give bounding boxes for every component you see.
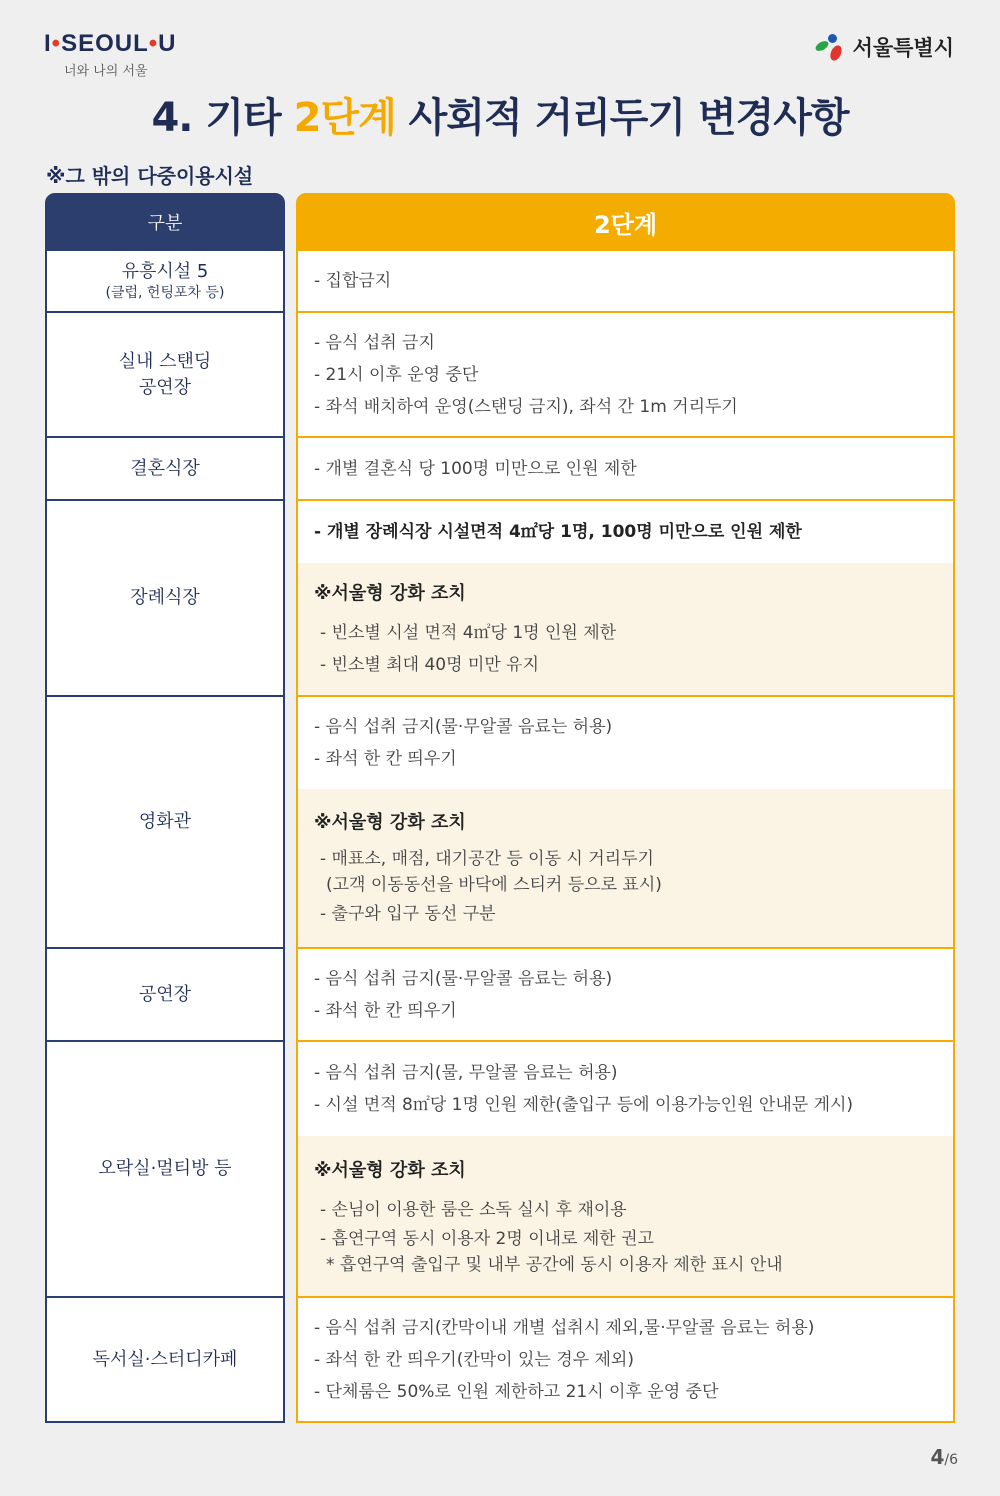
rule-cell: [296, 251, 955, 313]
rule-line: - 음식 섭취 금지(물·무알콜 음료는 허용): [314, 717, 613, 737]
rule-line: - 단체룸은 50%로 인원 제한하고 21시 이후 운영 중단: [314, 1381, 719, 1402]
rule-line: - 21시 이후 운영 중단: [314, 364, 479, 385]
rule-line: - 시설 면적 8㎡당 1명 인원 제한(출입구 등에 이용가능인원 안내문 게시): [314, 1095, 854, 1115]
rule-cell: [296, 697, 955, 949]
measure-line: - 빈소별 시설 면적 4㎡당 1명 인원 제한: [320, 623, 617, 643]
category-cell: [45, 313, 285, 438]
page-number: [930, 1445, 958, 1469]
seoul-measure-box: [298, 1136, 953, 1296]
seoul-emblem-icon: [815, 32, 849, 62]
rule-cell: [296, 949, 955, 1042]
category-header: 구분: [45, 193, 285, 251]
measure-line: - 손님이 이용한 룸은 소독 실시 후 재이용: [320, 1200, 627, 1220]
measure-line: - 출구와 입구 동선 구분: [320, 904, 496, 924]
category-label: 독서실·스터디카페: [92, 1348, 238, 1370]
rule-cell: [296, 1042, 955, 1298]
i-seoul-u-logo: I•SEOUL•U 너와 나의 서울: [44, 30, 177, 79]
category-cell: [45, 251, 285, 313]
logo-slogan: 너와 나의 서울: [64, 64, 148, 79]
rule-line: - 집합금지: [314, 271, 392, 291]
category-sublabel: 공연장: [138, 376, 192, 398]
city-name: 서울특별시: [852, 36, 954, 60]
category-cell: [45, 501, 285, 697]
rule-line: - 음식 섭취 금지(물·무알콜 음료는 허용): [314, 968, 613, 989]
category-label: 공연장: [138, 983, 192, 1005]
page-current: 4: [930, 1445, 945, 1469]
category-cell: [45, 697, 285, 949]
seoul-measure-title: ※서울형 강화 조치: [314, 1160, 466, 1181]
rule-line: - 개별 결혼식 당 100명 미만으로 인원 제한: [314, 458, 637, 479]
category-label: 오락실·멀티방 등: [98, 1158, 232, 1180]
category-label: 장례식장: [130, 587, 200, 609]
measure-line: - 빈소별 최대 40명 미만 유지: [320, 655, 540, 675]
rule-cell: [296, 313, 955, 438]
rule-line: - 좌석 한 칸 띄우기: [314, 749, 457, 769]
category-cell: [45, 1042, 285, 1298]
category-label: 유흥시설 5: [121, 260, 209, 282]
rule-line: - 개별 장례식장 시설면적 4㎡당 1명, 100명 미만으로 인원 제한: [314, 522, 802, 542]
stage2-header: 2단계: [296, 193, 955, 251]
measure-line: - 흡연구역 동시 이용자 2명 이내로 제한 권고: [320, 1229, 654, 1249]
category-label: 실내 스탠딩: [118, 351, 212, 373]
page-total: /6: [944, 1452, 958, 1468]
category-cell: [45, 1298, 285, 1423]
stage2-column: [296, 193, 955, 1423]
seoul-city-logo: [815, 32, 954, 62]
page-title: [0, 86, 1000, 143]
rule-line: - 좌석 한 칸 띄우기(칸막이 있는 경우 제외): [314, 1349, 634, 1370]
rule-cell: [296, 501, 955, 697]
seoul-measure-title: ※서울형 강화 조치: [314, 812, 466, 833]
rule-cell: [296, 438, 955, 501]
measure-line: - 매표소, 매점, 대기공간 등 이동 시 거리두기: [320, 849, 654, 869]
rule-line: - 좌석 배치하여 운영(스탠딩 금지), 좌석 간 1m 거리두기: [314, 396, 738, 417]
measure-line: * 흡연구역 출입구 및 내부 공간에 동시 이용자 제한 표시 안내: [326, 1255, 783, 1275]
seoul-measure-box: [298, 563, 953, 695]
title-part: 4. 기타: [151, 95, 294, 141]
rule-line: - 음식 섭취 금지: [314, 332, 435, 353]
seoul-measure-box: [298, 789, 953, 947]
measure-line: (고객 이동동선을 바닥에 스티커 등으로 표시): [326, 875, 662, 895]
category-cell: [45, 949, 285, 1042]
logo-letter: U: [158, 30, 177, 57]
title-part: 사회적 거리두기 변경사항: [395, 95, 849, 141]
title-highlight: 2단계: [293, 95, 396, 141]
logo-word: SEOUL: [61, 30, 149, 57]
category-column: [45, 193, 285, 1423]
section-note: ※그 밖의 다중이용시설: [46, 164, 254, 188]
category-sublabel: (클럽, 헌팅포차 등): [105, 284, 225, 301]
category-label: 영화관: [138, 811, 192, 833]
rule-line: - 좌석 한 칸 띄우기: [314, 1000, 457, 1021]
seoul-measure-title: ※서울형 강화 조치: [314, 583, 466, 604]
logo-letter: I: [44, 30, 52, 57]
rule-line: - 음식 섭취 금지(물, 무알콜 음료는 허용): [314, 1063, 618, 1083]
rule-cell: [296, 1298, 955, 1423]
rule-line: - 음식 섭취 금지(칸막이내 개별 섭취시 제외,물·무알콜 음료는 허용): [314, 1317, 815, 1338]
category-cell: [45, 438, 285, 501]
category-label: 결혼식장: [130, 457, 200, 479]
